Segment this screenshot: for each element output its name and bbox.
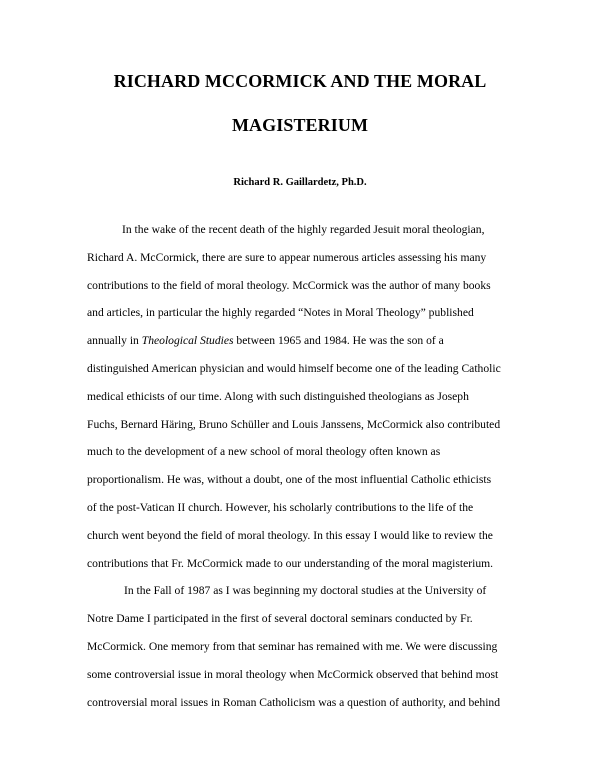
body-line (87, 327, 527, 355)
body-line: medical ethicists of our time. Along with such distinguished theologians as Joseph (87, 389, 469, 403)
document-title-line-1: RICHARD MCCORMICK AND THE MORAL (113, 71, 487, 91)
paragraph-2 (87, 577, 527, 716)
body-line: Notre Dame I participated in the first of several doctoral seminars conducted by Fr. (87, 612, 473, 626)
body-line: much to the development of a new school of moral theology often known as (87, 445, 441, 459)
body-line: contributions that Fr. McCormick made to our understanding of the moral magisterium. (87, 556, 494, 570)
body-line: controversial moral issues in Roman Catholicism was a question of authority, and behind (87, 695, 501, 709)
document-body (87, 216, 527, 716)
document-author: Richard R. Gaillardetz, Ph.D. (233, 177, 367, 188)
body-line: Fuchs, Bernard Häring, Bruno Schüller and Louis Janssens, McCormick also contributed (87, 417, 501, 431)
body-line: Richard A. McCormick, there are sure to appear numerous articles assessing his many (87, 250, 487, 264)
journal-title: Theological Studies (141, 334, 234, 348)
body-line: McCormick. One memory from that seminar has remained with me. We were discussing (87, 639, 498, 653)
body-line: In the wake of the recent death of the highly regarded Jesuit moral theologian, (122, 223, 485, 236)
paragraph-1 (87, 216, 527, 577)
body-line: contributions to the field of moral theology. McCormick was the author of many books (87, 278, 491, 292)
body-text-run: between 1965 and 1984. He was the son of a (233, 334, 444, 348)
body-line: distinguished American physician and would himself become one of the leading Catholic (87, 361, 501, 375)
body-line: proportionalism. He was, without a doubt, one of the most influential Catholic ethicists (87, 473, 492, 487)
document-title-line-2: MAGISTERIUM (231, 115, 369, 135)
body-text-run: annually in (87, 334, 142, 348)
body-line: of the post-Vatican II church. However, his scholarly contributions to the life of the (87, 500, 474, 514)
body-line: and articles, in particular the highly regarded “Notes in Moral Theology” published (87, 306, 474, 320)
body-line: church went beyond the field of moral theology. In this essay I would like to review the (87, 528, 493, 542)
body-line: some controversial issue in moral theology when McCormick observed that behind most (87, 667, 499, 681)
body-line: In the Fall of 1987 as I was beginning my doctoral studies at the University of (124, 584, 487, 598)
